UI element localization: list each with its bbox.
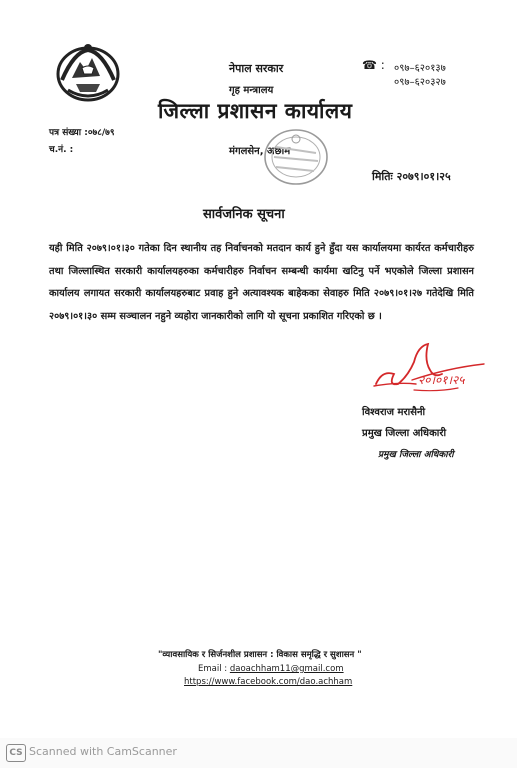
signatory-title: प्रमुख जिल्ला अधिकारी	[362, 428, 447, 439]
email-link[interactable]: daoachham11@gmail.com	[229, 664, 344, 674]
contact-email	[198, 664, 344, 674]
letter-number: पत्र संख्या :०७८/७९	[49, 128, 115, 138]
office-location: मंगलसेन, अछाम	[229, 146, 291, 157]
facebook-link[interactable]: https://www.facebook.com/dao.achham	[184, 677, 353, 687]
notice-title: सार्वजनिक सूचना	[203, 207, 285, 222]
government-name: नेपाल सरकार	[229, 62, 284, 75]
office-motto: "व्यावसायिक र सिर्जनशील प्रशासन : विकास समृद्धि र सुशासन "	[158, 650, 362, 660]
office-title: जिल्ला प्रशासन कार्यालय	[158, 99, 353, 123]
dispatch-number: च.नं. :	[49, 145, 74, 155]
handwritten-signature	[368, 340, 488, 398]
notice-body: यही मिति २०७९।०१।३० गतेका दिन स्थानीय तह निर्वाचनको मतदान कार्य हुने हुँदा यस कार्यालयमा कार्यरत कर्मचारीहरु तथा जिल्लास्थित सरकारी कार्यालयहरुका कर्मचारीहरु निर्वाचन सम्बन्धी कार्यमा खटिनु पर्ने भएकोले जिल्ला प्रशासन कार्यालय लगायत सरकारी कार्यालयहरुबाट प्रवाह हुने अत्यावश्यक बाहेकका सेवाहरु मिति २०७९।०१।२७ गतेदेखि मिति २०७९।०१।३० सम्म सञ्चालन नहुने व्यहोरा जानकारीको लागि यो सूचना प्रकाशित गरिएको छ ।	[49, 243, 474, 322]
email-label: Email :	[198, 664, 230, 674]
signatory-name: विश्वराज मरासैनी	[362, 407, 426, 418]
ministry-name: गृह मन्त्रालय	[229, 85, 274, 96]
nepal-emblem-icon	[54, 40, 122, 104]
camscanner-logo-icon: CS	[6, 744, 26, 762]
svg-text:२०।०१।२५: २०।०१।२५	[418, 373, 465, 387]
signatory-title-stamp: प्रमुख जिल्ला अधिकारी	[378, 450, 454, 460]
telephone-icon: ☎ :	[362, 58, 385, 72]
document-date: मितिः २०७९।०१।२५	[372, 170, 451, 183]
office-stamp	[262, 127, 330, 187]
phone-number: ०९७–६२०१३७	[394, 63, 446, 74]
phone-number: ०९७–६२०३२७	[394, 77, 446, 88]
scanner-watermark: Scanned with CamScanner	[29, 745, 177, 758]
